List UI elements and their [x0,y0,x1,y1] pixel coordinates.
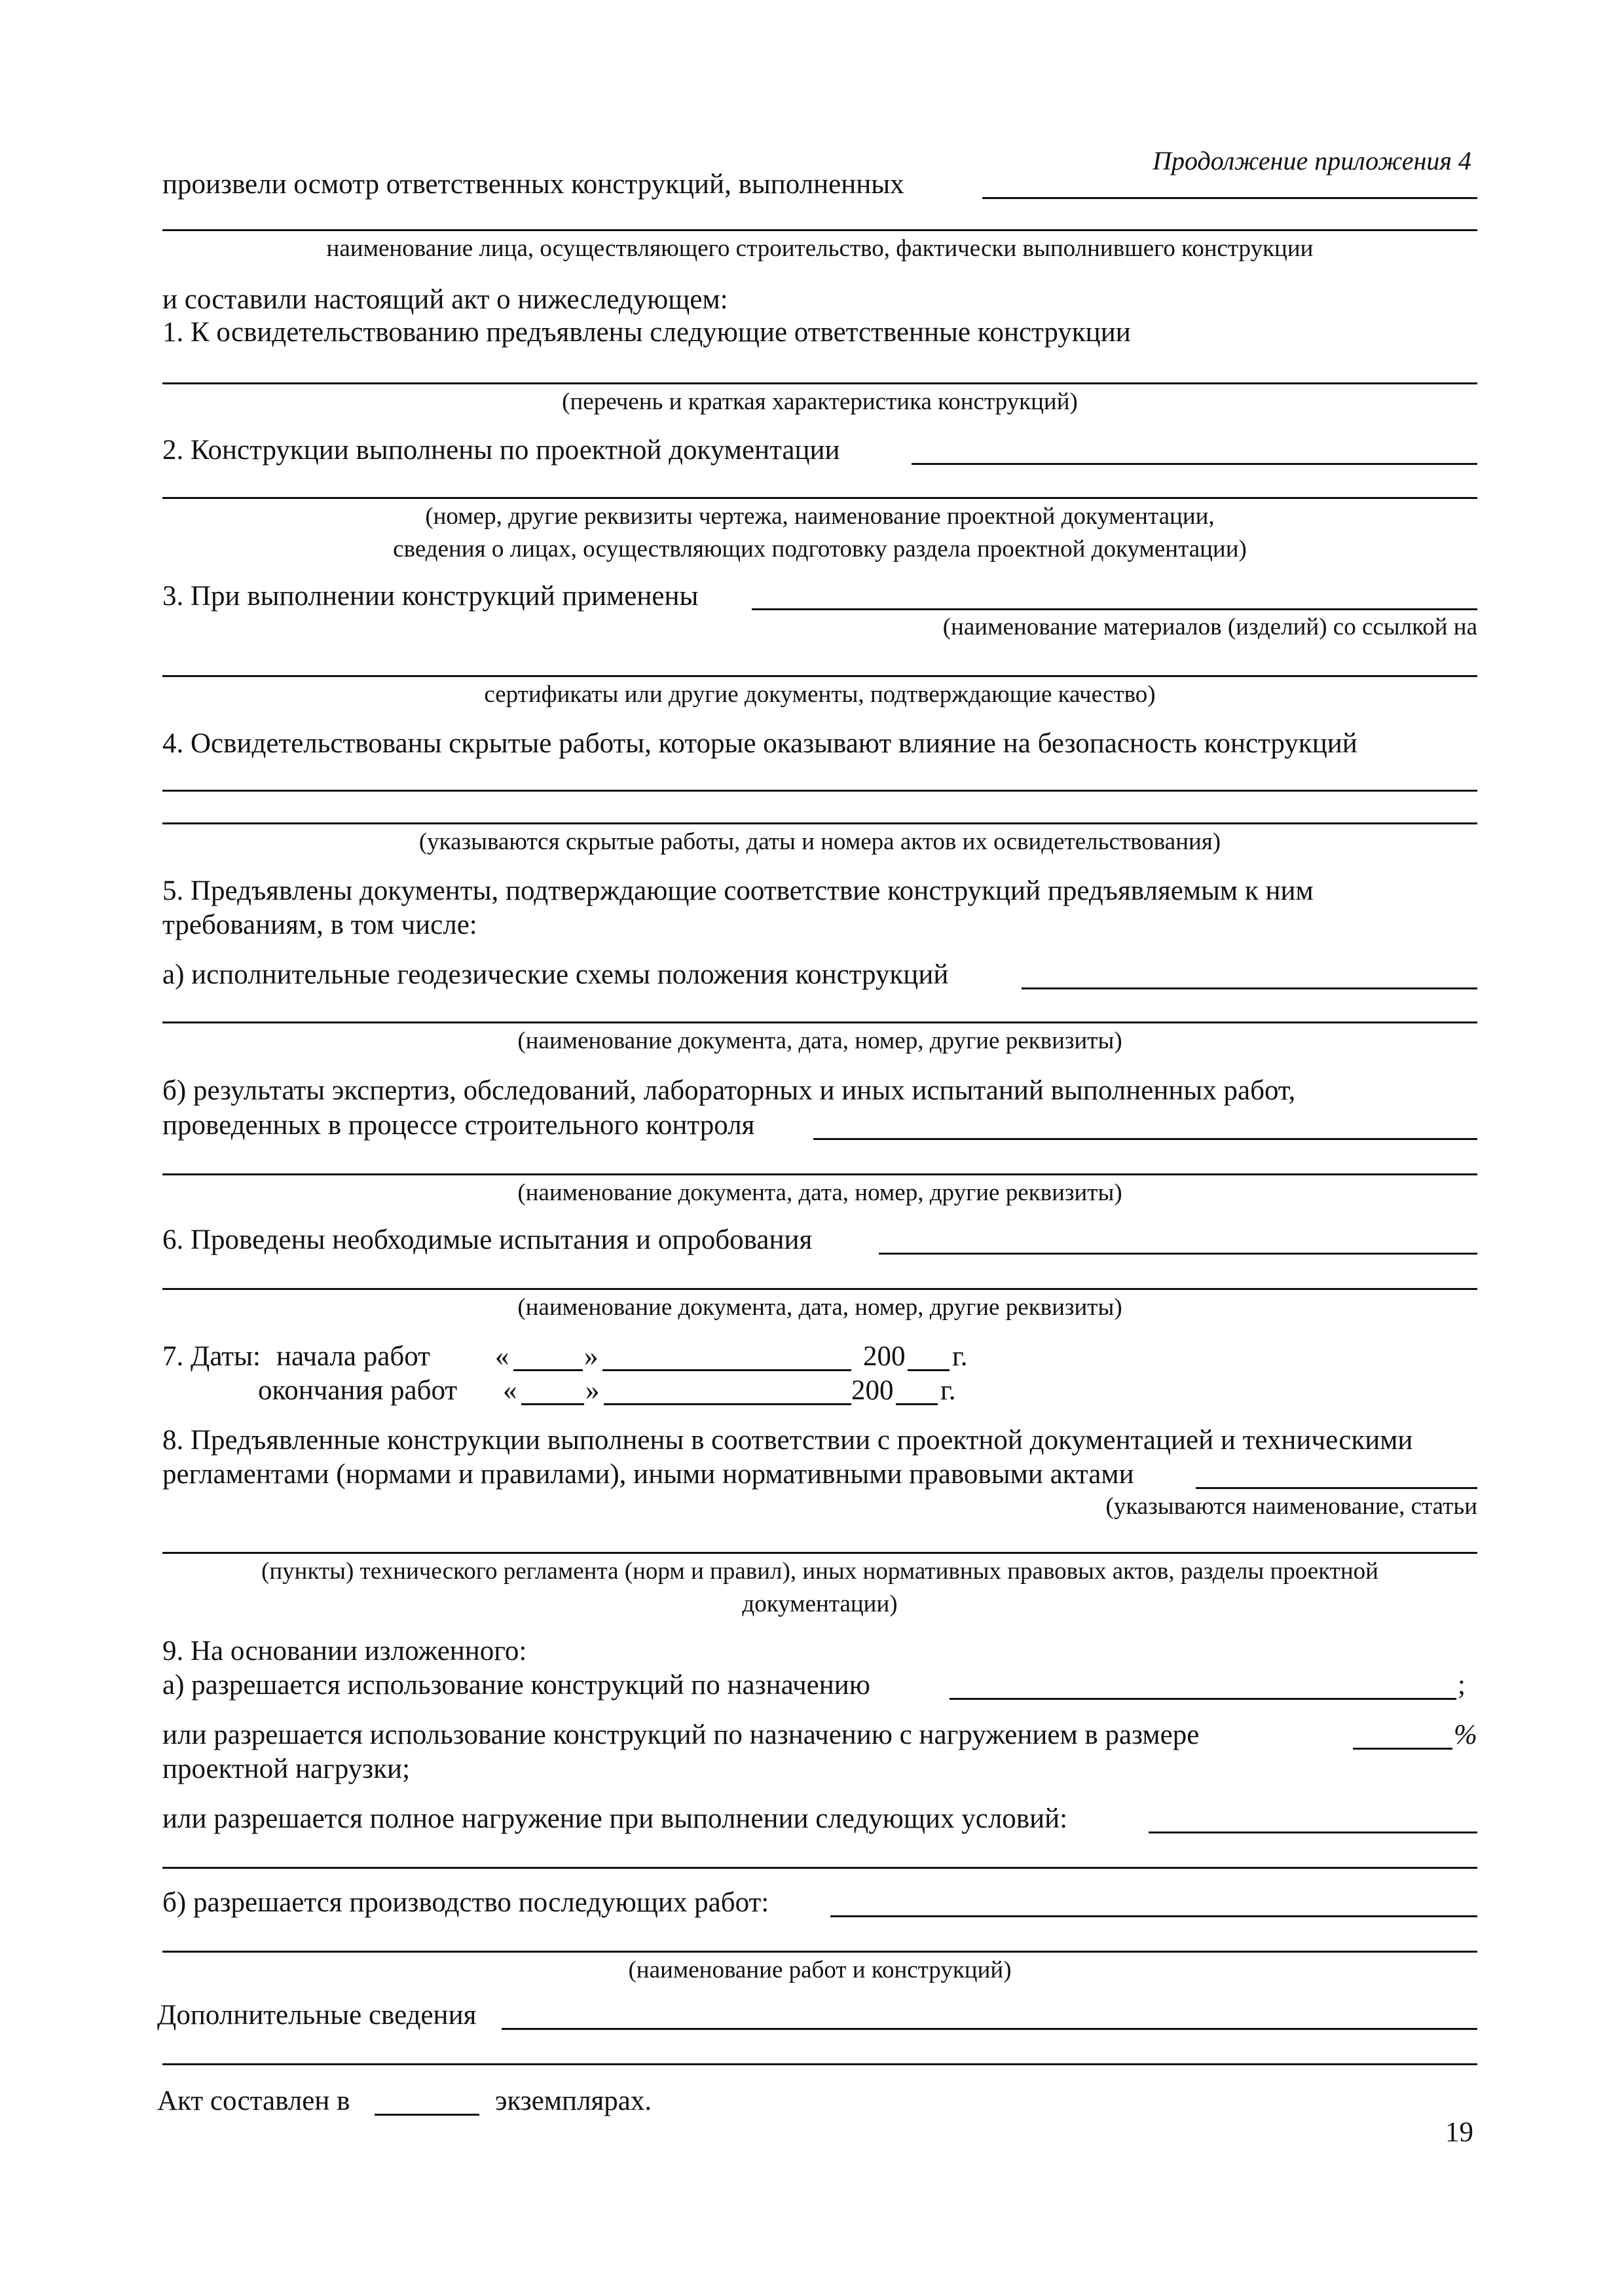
end-year-suffix: г. [940,1375,956,1406]
copies-count-line [375,2114,479,2116]
start-year-prefix: 200 [863,1341,906,1372]
item9-load-text-2: проектной нагрузки; [162,1754,411,1784]
intro-caption: наименование лица, осуществляющего строительство, фактически выполнившего конструкции [326,235,1314,262]
item9b-caption: (наименование работ и конструкций) [628,1957,1012,1983]
end-day-line [521,1403,584,1405]
item4-caption: (указываются скрытые работы, даты и номера актов их освидетельствования) [418,828,1221,855]
item9-full-text: или разрешается полное нагружение при выполнении следующих условий: [162,1803,1068,1834]
item9-text: 9. На основании изложенного: [162,1636,527,1666]
item7-end-label: окончания работ [258,1375,458,1406]
item7-label: 7. Даты: [162,1341,261,1372]
item5b-text-2: проведенных в процессе строительного контроля [162,1110,755,1141]
end-quote-open: « [503,1375,517,1406]
item6-caption: (наименование документа, дата, номер, другие реквизиты) [517,1294,1122,1321]
item2-caption-2: сведения о лицах, осуществляющих подготовку раздела проектной документации) [393,536,1247,562]
end-quote-close: » [585,1375,600,1406]
item9-full-blank-line [162,1867,1477,1869]
item5a-blank-line [162,1021,1477,1023]
item9a-semicolon: ; [1458,1670,1466,1701]
item3-fill-line [752,608,1477,610]
copies-prefix: Акт составлен в [157,2086,350,2116]
item6-text: 6. Проведены необходимые испытания и опробования [162,1224,813,1255]
item8-caption-1: (пункты) технического регламента (норм и правил), иных нормативных правовых актов, разделы проектной [261,1558,1378,1585]
start-quote-open: « [495,1341,509,1372]
additional-label: Дополнительные сведения [157,2000,477,2031]
item1-caption: (перечень и краткая характеристика конструкций) [562,388,1078,415]
item4-text: 4. Освидетельствованы скрытые работы, которые оказывают влияние на безопасность конструкций [162,728,1357,759]
additional-blank-line [162,2063,1477,2065]
item2-text: 2. Конструкции выполнены по проектной документации [162,435,840,466]
item3-caption-1: (наименование материалов (изделий) со ссылкой на [942,614,1477,640]
item5-text-1: 5. Предъявлены документы, подтверждающие соответствие конструкций предъявляемым к ним [162,875,1314,906]
item5-text-2: требованиям, в том числе: [162,910,477,940]
item3-blank-line [162,675,1477,677]
start-year-line [908,1369,950,1371]
item4-blank-line-2 [162,822,1477,824]
item5b-caption: (наименование документа, дата, номер, другие реквизиты) [517,1179,1122,1206]
item5b-text-1: б) результаты экспертиз, обследований, лабораторных и иных испытаний выполненных работ, [162,1075,1296,1106]
item1-blank-line [162,382,1477,384]
start-month-line [602,1369,851,1371]
item7-start-label: начала работ [276,1341,430,1372]
end-year-line [896,1403,938,1405]
item4-blank-line-1 [162,790,1477,792]
intro-blank-line [162,229,1477,231]
act-line: и составили настоящий акт о нижеследующем: [162,284,728,315]
item2-caption-1: (номер, другие реквизиты чертежа, наименование проектной документации, [425,503,1215,530]
intro-line: произвели осмотр ответственных конструкций, выполненных [162,169,904,200]
item9-full-fill-line [1149,1831,1477,1833]
item1-text: 1. К освидетельствованию предъявлены следующие ответственные конструкции [162,317,1131,348]
item9b-fill-line [830,1915,1477,1917]
item8-text-1: 8. Предъявленные конструкции выполнены в соответствии с проектной документацией и техническими [162,1425,1413,1456]
item3-text: 3. При выполнении конструкций применены [162,581,699,612]
item9-load-text: или разрешается использование конструкций по назначению с нагружением в размере [162,1720,1200,1750]
item5a-caption: (наименование документа, дата, номер, другие реквизиты) [517,1027,1122,1054]
item6-fill-line [879,1253,1477,1255]
item5b-blank-line [162,1173,1477,1175]
item8-caption-2: документации) [742,1591,898,1617]
item9-load-percent: % [1454,1720,1477,1750]
item2-fill-line [912,463,1477,465]
start-quote-close: » [584,1341,599,1372]
end-month-line [604,1403,851,1405]
start-day-line [513,1369,583,1371]
item9b-text: б) разрешается производство последующих работ: [162,1887,769,1918]
item9a-text: а) разрешается использование конструкций по назначению [162,1670,870,1701]
end-year-prefix: 200 [851,1375,894,1406]
item9a-fill-line [950,1698,1456,1700]
intro-fill-line [982,197,1477,199]
item9-load-line [1353,1748,1452,1750]
item8-text-2: регламентами (нормами и правилами), иными нормативными правовыми актами [162,1459,1134,1490]
start-year-suffix: г. [952,1341,968,1372]
item6-blank-line [162,1288,1477,1290]
continuation-header: Продолжение приложения 4 [1153,146,1471,175]
item5a-fill-line [1022,987,1477,989]
item8-blank-line [162,1552,1477,1554]
page-number: 19 [1445,2117,1473,2148]
item5a-text: а) исполнительные геодезические схемы положения конструкций [162,959,949,990]
item8-caption-right: (указываются наименование, статьи [1105,1493,1477,1520]
item8-fill-line [1196,1487,1477,1489]
additional-fill-line [502,2028,1477,2030]
copies-suffix: экземплярах. [495,2086,652,2116]
item9b-blank-line [162,1951,1477,1953]
item5b-fill-line [813,1138,1477,1140]
item3-caption-2: сертификаты или другие документы, подтверждающие качество) [484,681,1156,708]
item2-blank-line [162,497,1477,499]
